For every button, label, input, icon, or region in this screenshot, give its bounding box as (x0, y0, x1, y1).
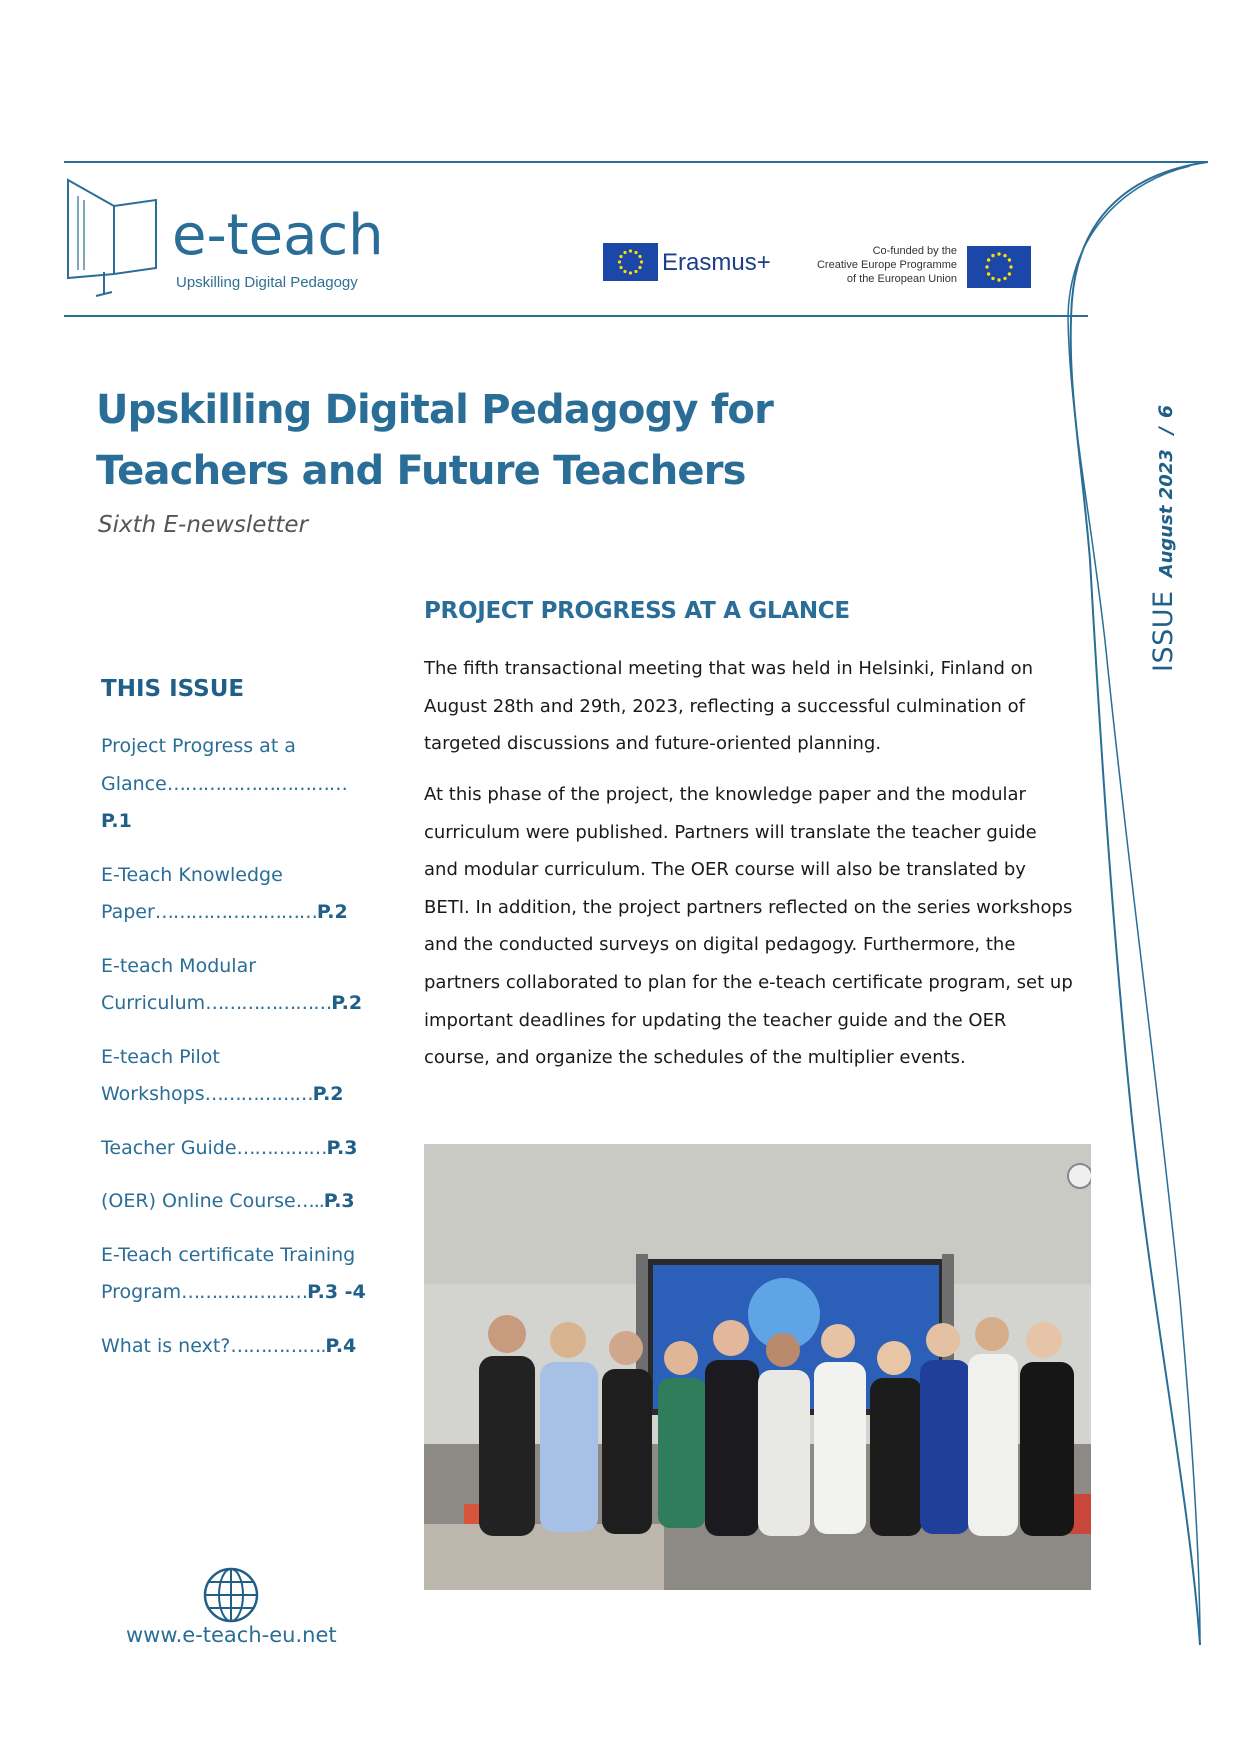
issue-word: ISSUE (1148, 590, 1179, 672)
logo-name: e-teach (172, 203, 384, 268)
erasmus-label: Erasmus+ (662, 249, 771, 276)
title-line-1: Upskilling Digital Pedagogy for (96, 387, 774, 433)
logo-tagline: Upskilling Digital Pedagogy (176, 274, 358, 291)
e-teach-logo (64, 176, 404, 301)
page-subtitle: Sixth E-newsletter (98, 512, 309, 538)
section-heading: PROJECT PROGRESS AT A GLANCE (424, 598, 850, 624)
issue-separator: / (1155, 427, 1177, 435)
cofunded-text: Co-funded by the Creative Europe Programme of the European Union (816, 245, 957, 285)
issue-date: August 2023 (1156, 449, 1177, 578)
screen-icon (64, 176, 164, 301)
eu-flag-icon (967, 246, 1031, 288)
table-of-contents (101, 728, 371, 1381)
creative-europe-logo (782, 244, 1032, 290)
toc-item[interactable]: E-Teach Knowledge Paper………………………P.2 (101, 863, 348, 923)
eu-flag-icon (603, 243, 658, 281)
toc-heading: THIS ISSUE (101, 676, 245, 702)
website-link[interactable]: www.e-teach-eu.net (126, 1623, 337, 1647)
group-photo (424, 1144, 1091, 1590)
toc-item[interactable]: Teacher Guide……………P.3 (101, 1136, 358, 1159)
issue-number: 6 (1155, 404, 1177, 419)
page-title (96, 380, 816, 502)
toc-item[interactable]: E-Teach certificate Training Program…………………P.3 -4 (101, 1243, 366, 1303)
toc-item[interactable]: E-teach Modular Curriculum…………………P.2 (101, 954, 363, 1014)
toc-item[interactable]: E-teach Pilot Workshops………………P.2 (101, 1045, 344, 1105)
title-line-2: Teachers and Future Teachers (96, 448, 746, 494)
article-paragraph: The fifth transactional meeting that was held in Helsinki, Finland on August 28th and 29th, 2023, reflecting a successful culmination of targeted discussions and future-oriented planning. (424, 658, 1034, 755)
issue-label (1148, 405, 1179, 672)
toc-item[interactable]: What is next?…………….P.4 (101, 1334, 357, 1357)
article-paragraph: At this phase of the project, the knowledge paper and the modular curriculum were published. Partners will translate the teacher guide and modular curriculum. The OER course will also be translated by BETI. In addition, the project partners reflected on the series workshops and the conducted surveys on digital pedagogy. Furthermore, the partners collaborated to plan for the e-teach certificate program, set up important deadlines for updating the teacher guide and the OER course, and organize the schedules of the multiplier events. (424, 784, 1073, 1069)
globe-icon (202, 1566, 260, 1624)
toc-item[interactable]: (OER) Online Course…..P.3 (101, 1190, 355, 1212)
toc-item[interactable]: Project Progress at a Glance…………………………P.1 (101, 735, 347, 832)
